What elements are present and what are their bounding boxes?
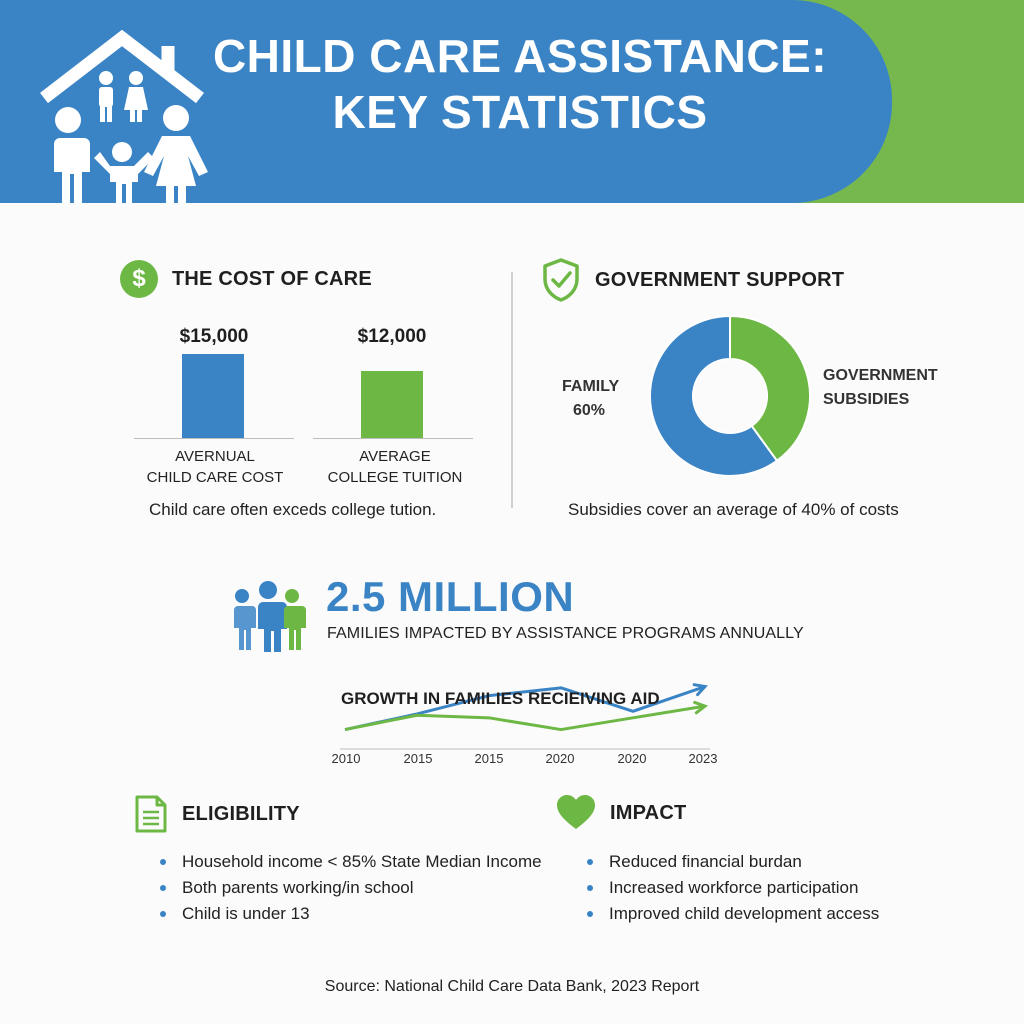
bar-data-label: $15,000 (179, 326, 249, 347)
bar-child-care-cost (182, 354, 244, 438)
x-tick-label: 2010 (331, 751, 361, 766)
bar-category-label: AVERAGE COLLEGE TUITION (327, 448, 463, 486)
donut-chart (648, 314, 812, 478)
impact-list (587, 849, 879, 927)
eligibility-title: ELIGIBILITY (182, 802, 300, 825)
shield-check-icon (541, 257, 581, 303)
bar-baseline (313, 438, 473, 439)
list-item: Reduced financial burdan (587, 849, 879, 875)
eligibility-list (160, 849, 542, 927)
x-tick-label: 2023 (688, 751, 718, 766)
line-chart (340, 670, 720, 750)
support-section-heading (541, 257, 844, 303)
x-tick-label: 2020 (545, 751, 575, 766)
cost-caption: Child care often exceds college tution. (149, 500, 437, 519)
document-icon (134, 794, 168, 834)
donut-hole (694, 360, 766, 432)
source-note: Source: National Child Care Data Bank, 2023 Report (324, 978, 700, 995)
support-section-title: GOVERNMENT SUPPORT (595, 268, 845, 291)
impact-heading (556, 795, 686, 831)
bar-baseline (134, 438, 294, 439)
list-item: Child is under 13 (160, 901, 542, 927)
heart-icon (556, 795, 596, 831)
bar-college-tuition (361, 371, 423, 438)
section-divider (511, 272, 513, 508)
cost-section-title: THE COST OF CARE (172, 267, 372, 290)
x-tick-label: 2015 (403, 751, 433, 766)
line-series-2 (345, 706, 705, 729)
cost-section-heading (120, 260, 372, 298)
line-chart-title: GROWTH IN FAMILIES RECIEIVING AID (341, 689, 660, 708)
list-item: Improved child development access (587, 901, 879, 927)
impact-title: IMPACT (610, 801, 687, 824)
people-group-icon (226, 580, 310, 652)
donut-label-government: GOVERNMENT SUBSIDIES (823, 367, 938, 408)
dollar-icon: $ (120, 260, 158, 298)
x-tick-label: 2020 (617, 751, 647, 766)
list-item: Both parents working/in school (160, 875, 542, 901)
families-stat-value: 2.5 MILLION (326, 573, 575, 620)
page-title: CHILD CARE ASSISTANCE: KEY STATISTICS (212, 30, 828, 138)
bar-category-label: AVERNUAL CHILD CARE COST (146, 448, 284, 486)
families-stat-subtitle: FAMILIES IMPACTED BY ASSISTANCE PROGRAMS ANNUALLY (327, 625, 804, 642)
header-banner (0, 0, 1024, 203)
list-item: Household income < 85% State Median Income (160, 849, 542, 875)
donut-label-family: FAMILY 60% (562, 378, 620, 419)
list-item: Increased workforce participation (587, 875, 879, 901)
eligibility-heading (134, 794, 300, 834)
bar-data-label: $12,000 (357, 326, 427, 347)
support-caption: Subsidies cover an average of 40% of costs (568, 500, 899, 519)
house-family-icon (36, 26, 208, 203)
x-tick-label: 2015 (474, 751, 504, 766)
